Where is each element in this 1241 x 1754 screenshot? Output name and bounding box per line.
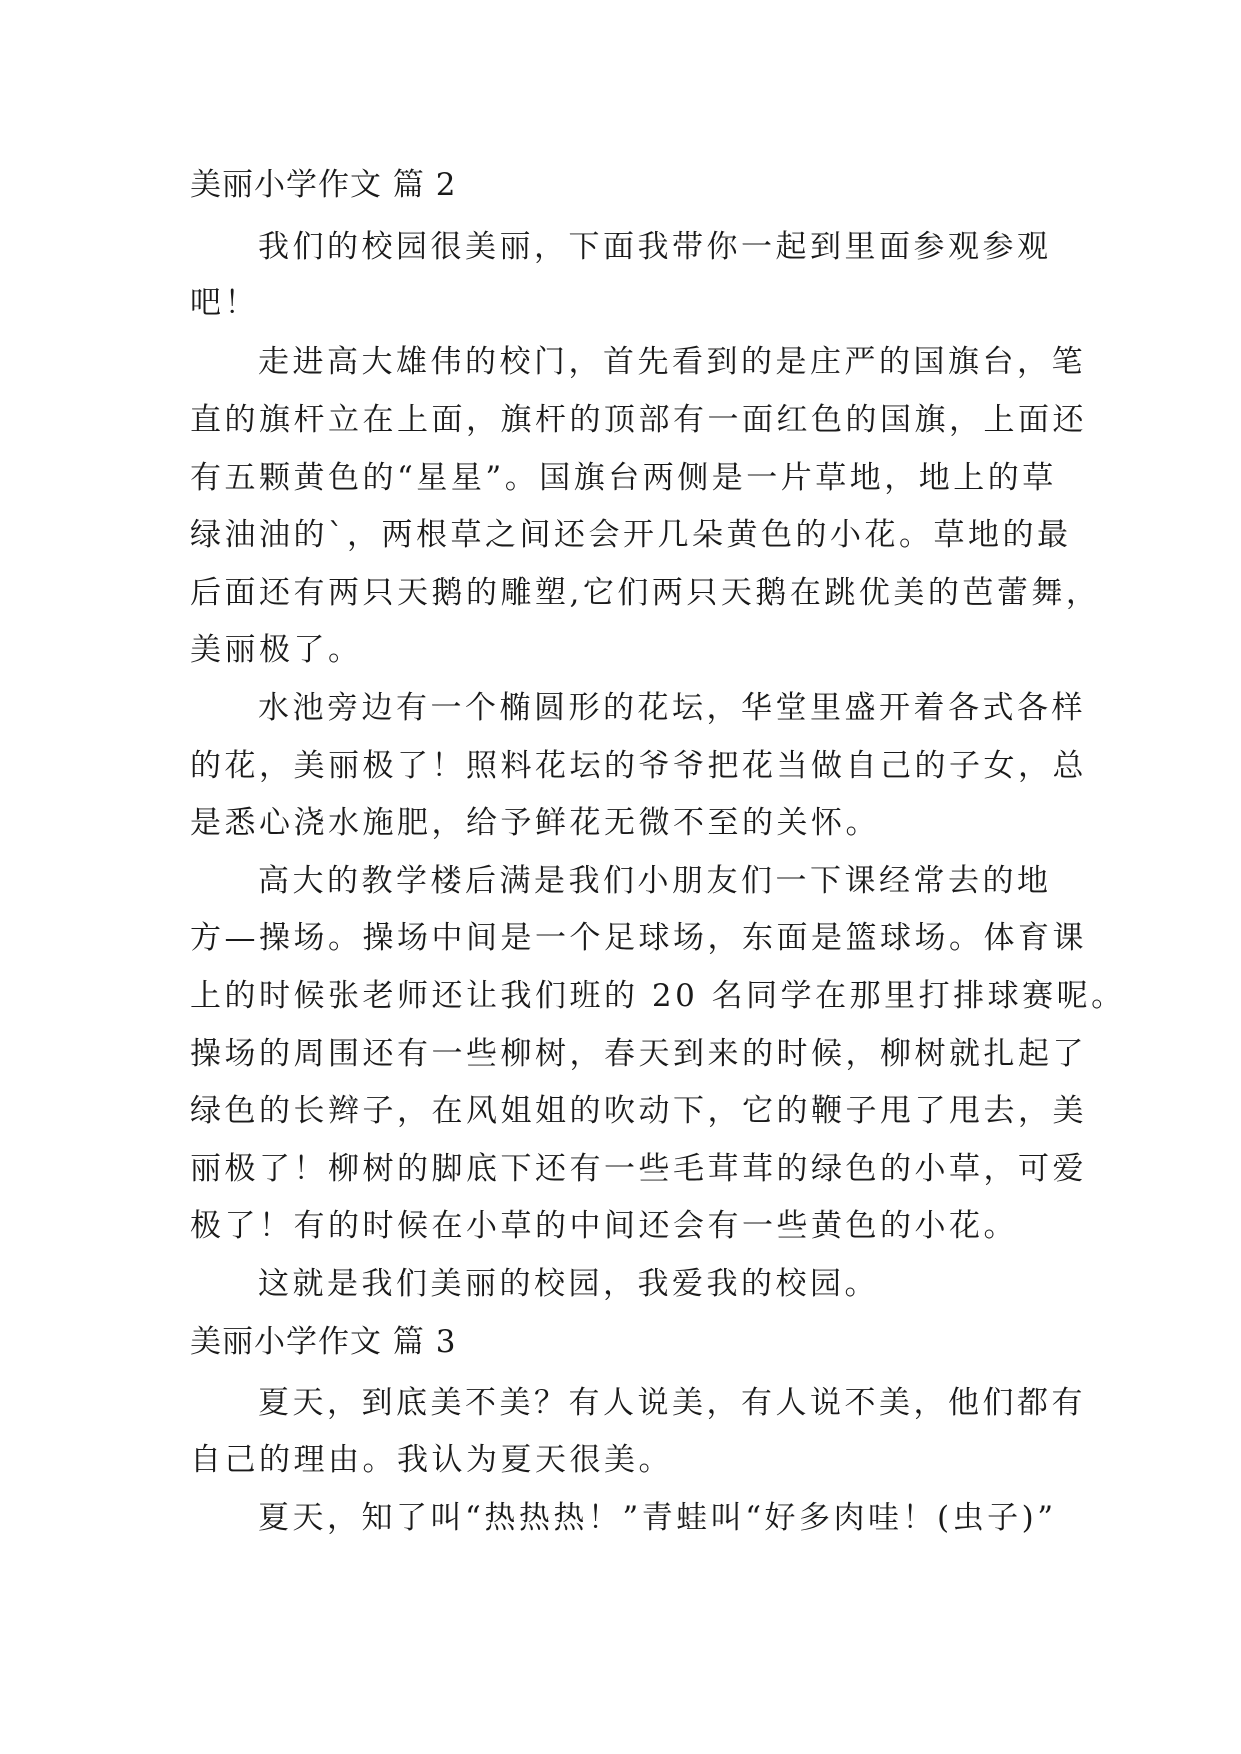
paragraph-line: 上的时候张老师还让我们班的 20 名同学在那里打排球赛呢。 xyxy=(190,978,1126,1014)
paragraph-line: 水池旁边有一个椭圆形的花坛，华堂里盛开着各式各样 xyxy=(258,690,1086,726)
section-heading-2: 美丽小学作文 篇 2 xyxy=(190,167,457,203)
paragraph-line: 后面还有两只天鹅的雕塑,它们两只天鹅在跳优美的芭蕾舞， xyxy=(190,575,1101,611)
paragraph-line: 夏天，到底美不美？有人说美，有人说不美，他们都有 xyxy=(258,1385,1086,1421)
paragraph-line: 夏天，知了叫“热热热！”青蛙叫“好多肉哇！(虫子)” xyxy=(258,1500,1057,1536)
paragraph-line: 是悉心浇水施肥，给予鲜花无微不至的关怀。 xyxy=(190,805,880,841)
paragraph-line: 这就是我们美丽的校园，我爱我的校园。 xyxy=(258,1266,879,1302)
paragraph-line: 吧！ xyxy=(190,285,259,321)
paragraph-line: 绿色的长辫子，在风姐姐的吹动下，它的鞭子甩了甩去，美 xyxy=(190,1093,1087,1129)
paragraph-line: 丽极了！柳树的脚底下还有一些毛茸茸的绿色的小草，可爱 xyxy=(190,1151,1087,1187)
paragraph-line: 走进高大雄伟的校门，首先看到的是庄严的国旗台，笔 xyxy=(258,344,1086,380)
paragraph-line: 绿油油的`，两根草之间还会开几朵黄色的小花。草地的最 xyxy=(190,517,1072,553)
paragraph-line: 直的旗杆立在上面，旗杆的顶部有一面红色的国旗，上面还 xyxy=(190,402,1087,438)
paragraph-line: 极了！有的时候在小草的中间还会有一些黄色的小花。 xyxy=(190,1208,1018,1244)
paragraph-line: 自己的理由。我认为夏天很美。 xyxy=(190,1442,673,1478)
paragraph-line: 高大的教学楼后满是我们小朋友们一下课经常去的地 xyxy=(258,863,1052,899)
paragraph-line: 的花，美丽极了！照料花坛的爷爷把花当做自己的子女，总 xyxy=(190,748,1087,784)
paragraph-line: 有五颗黄色的“星星”。国旗台两侧是一片草地，地上的草 xyxy=(190,460,1057,496)
paragraph-line: 我们的校园很美丽，下面我带你一起到里面参观参观 xyxy=(258,229,1052,265)
paragraph-line: 方—操场。操场中间是一个足球场，东面是篮球场。体育课 xyxy=(190,920,1087,956)
section-heading-3: 美丽小学作文 篇 3 xyxy=(190,1324,457,1360)
paragraph-line: 操场的周围还有一些柳树，春天到来的时候，柳树就扎起了 xyxy=(190,1036,1087,1072)
paragraph-line: 美丽极了。 xyxy=(190,632,363,668)
